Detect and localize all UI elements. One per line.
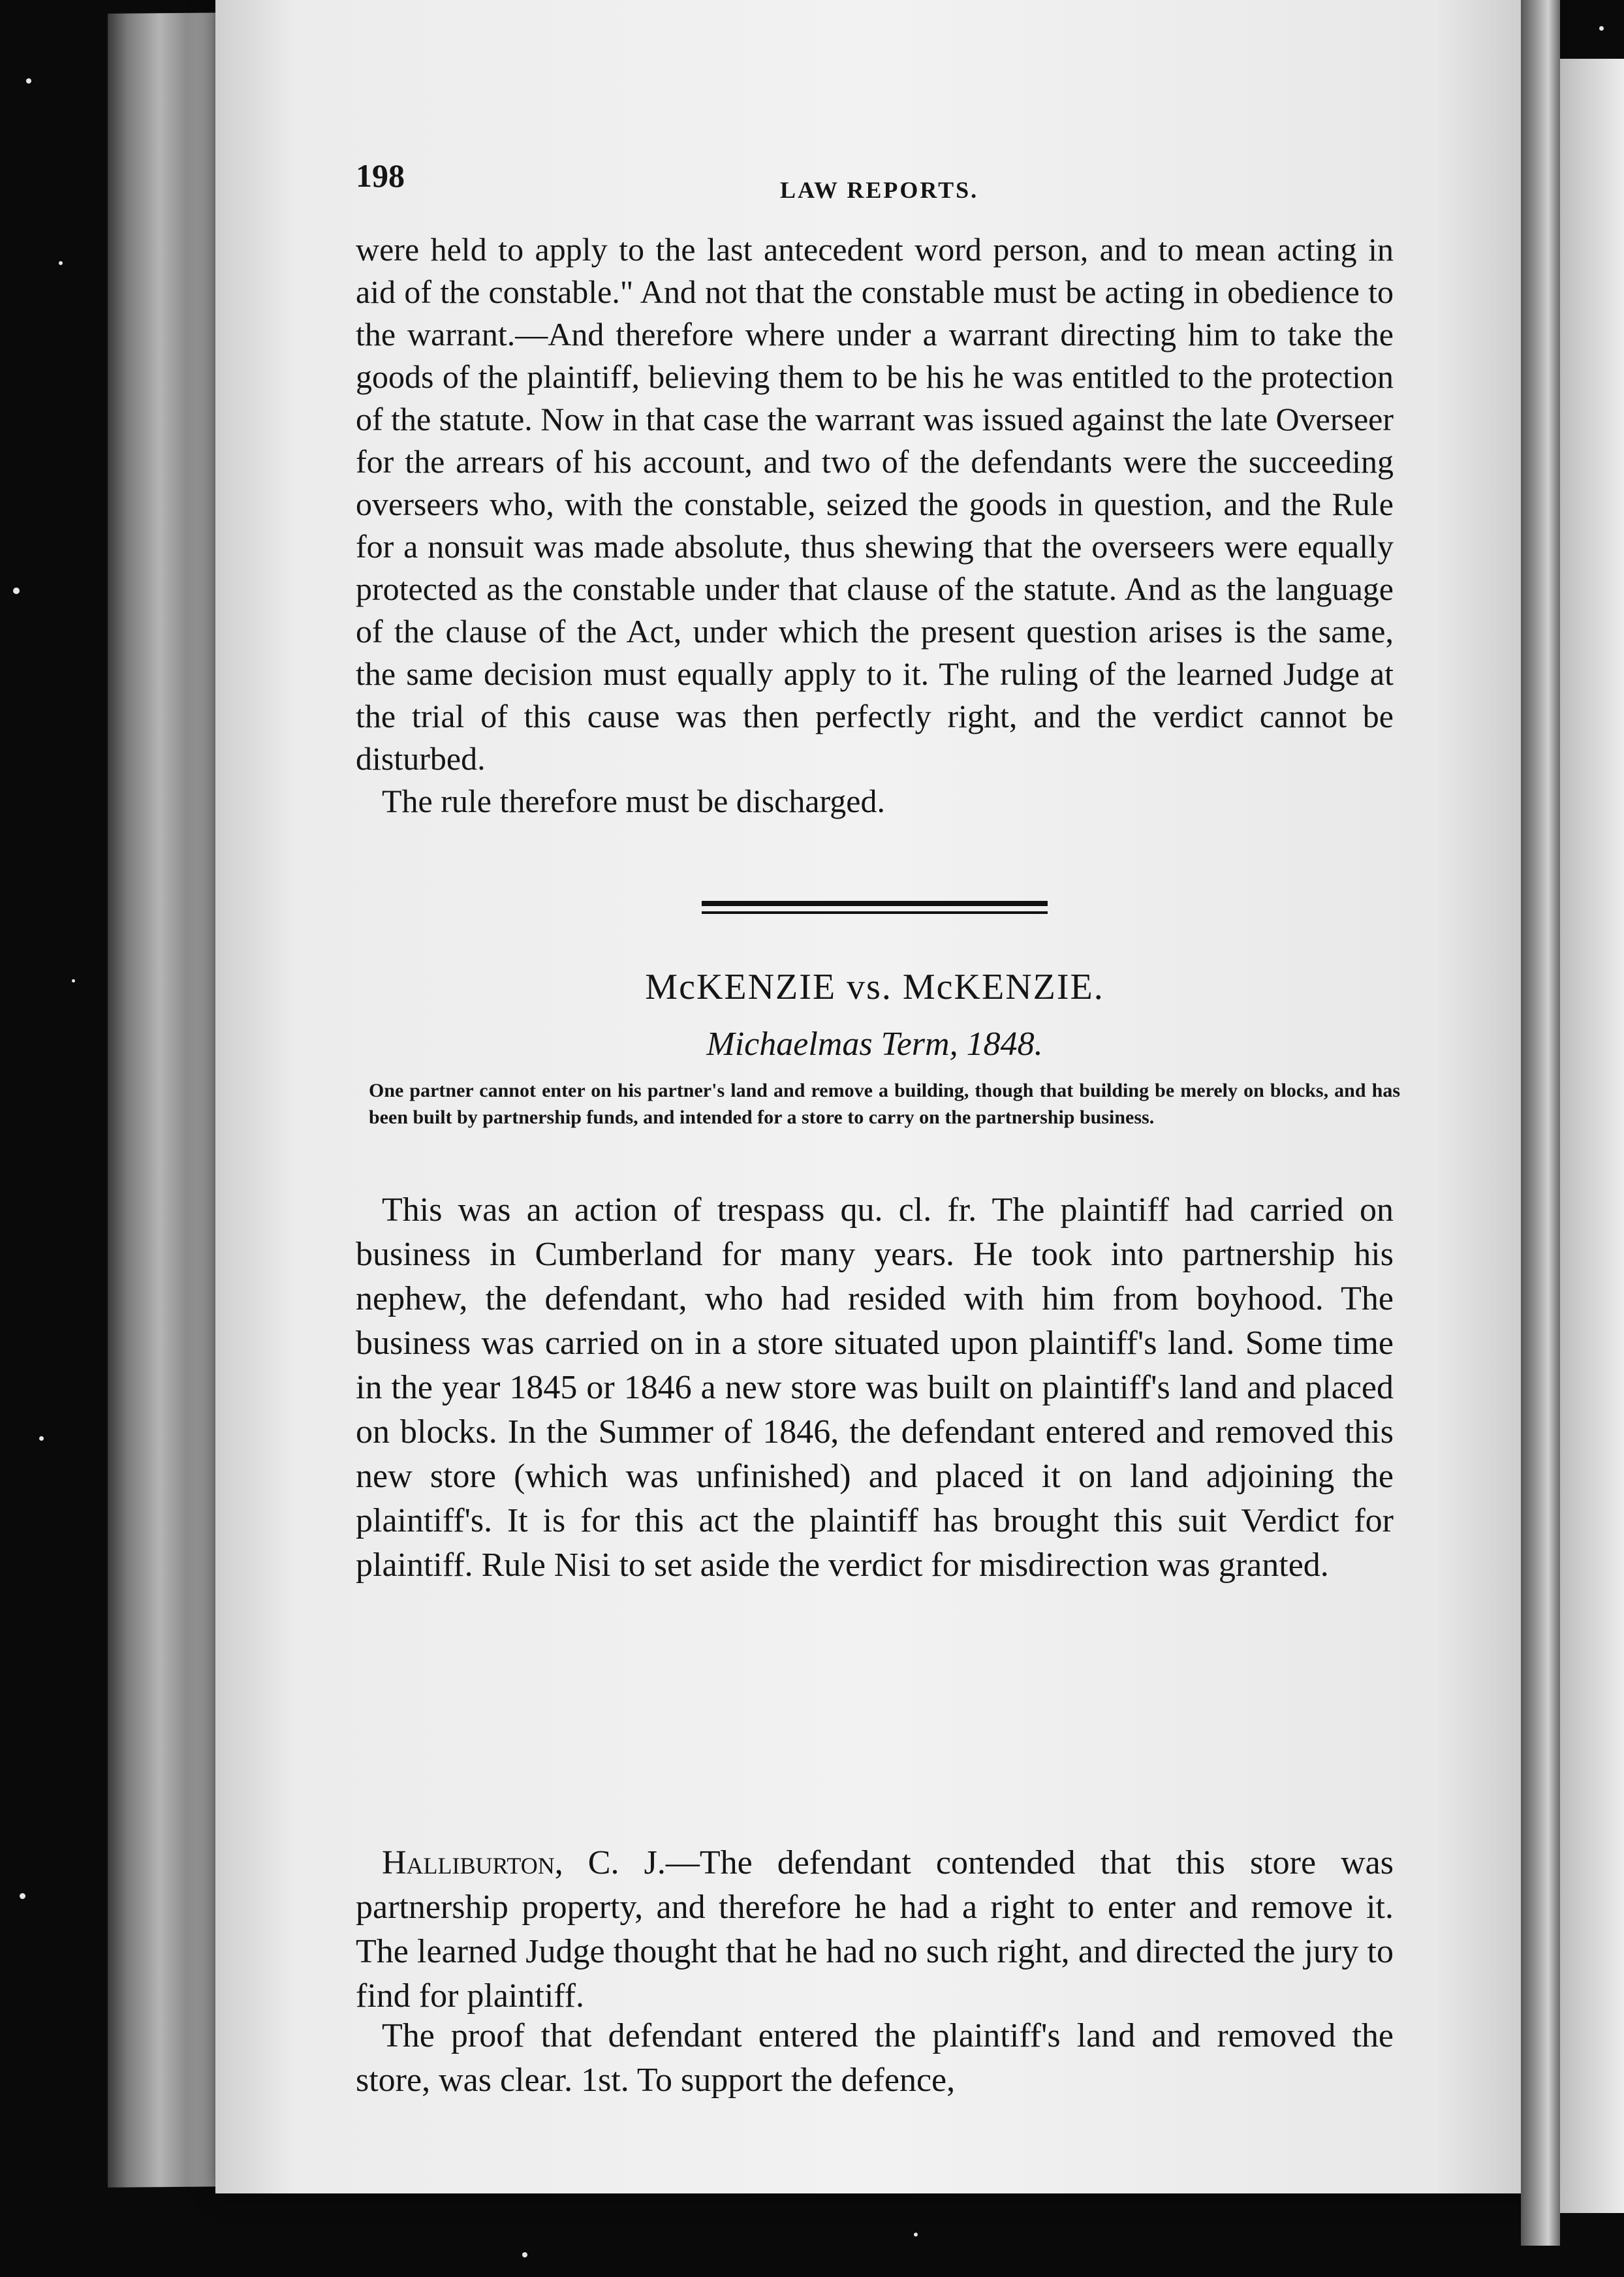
case-facts: This was an action of trespass qu. cl. fr. The plaintiff had carried on business in Cumberland for many years. He took into partnership his nephew, the defendant, who had resided with him from boyhood. The business was carried on in a store situated upon plaintiff's land. Some time in the year 1845 or 1846 a new store was built on plaintiff's land and placed on blocks. In the Summer of 1846, the defendant entered and removed this new store (which was unfinished) and placed it on land adjoining the plaintiff's. It is for this act the plaintiff has brought this suit Verdict for plaintiff. Rule Nisi to set aside the verdict for misdirection was granted.	[356, 1191, 1394, 1584]
opinion-paragraph-1	[356, 1841, 1394, 2018]
opinion-paragraph-2: The proof that defendant entered the plaintiff's land and removed the store, was clear. 1st. To support the defence,	[356, 2017, 1394, 2099]
section-divider-thin	[702, 911, 1048, 914]
scan-speck	[1599, 26, 1604, 31]
scan-speck	[522, 2252, 527, 2257]
case-title: McKENZIE vs. McKENZIE.	[645, 967, 1104, 1007]
page-number: 198	[356, 157, 405, 194]
scan-speck	[20, 1893, 25, 1899]
running-head: LAW REPORTS.	[780, 177, 979, 203]
scan-speck	[914, 2233, 918, 2237]
prior-case-paragraph-2: The rule therefore must be discharged.	[382, 783, 885, 819]
prior-case-text	[356, 228, 1394, 823]
judge-name: Halliburton, C. J.	[382, 1844, 666, 1881]
opinion-text-1: —The defendant contended that this store was partnership property, and therefore he had a right to enter and remove it. The learned Judge thought that he had no such right, and directed the jury to find for plaintiff.	[356, 1844, 1394, 2015]
scan-speck	[72, 979, 75, 982]
scan-speck	[59, 261, 63, 265]
page-gutter	[1521, 0, 1560, 2246]
case-term: Michaelmas Term, 1848.	[706, 1026, 1043, 1063]
section-divider	[702, 901, 1048, 906]
case-headnote: One partner cannot enter on his partner's land and remove a building, though that building be merely on blocks, and has been built by partnership funds, and intended for a store to carry on the partnership business.	[369, 1080, 1400, 1128]
scan-speck	[39, 1436, 44, 1441]
scan-speck	[26, 78, 31, 84]
prior-case-paragraph-1: were held to apply to the last antecedent word person, and to mean acting in aid of the constable." And not that the constable must be acting in obedience to the warrant.—And therefore where under a warrant directing him to take the goods of the plaintiff, believing them to be his he was entitled to the protection of the statute. Now in that case the warrant was issued against the late Overseer for the arrears of his account, and two of the defendants were the succeeding overseers who, with the constable, seized the goods in question, and the Rule for a nonsuit was made absolute, thus shewing that the overseers were equally protected as the constable under that clause of the statute. And as the language of the clause of the Act, under which the present question arises is the same, the same decision must equally apply to it. The ruling of the learned Judge at the trial of this cause was then perfectly right, and the verdict cannot be disturbed.	[356, 231, 1394, 777]
scan-speck	[13, 588, 20, 594]
facing-page-edge	[1560, 59, 1624, 2213]
